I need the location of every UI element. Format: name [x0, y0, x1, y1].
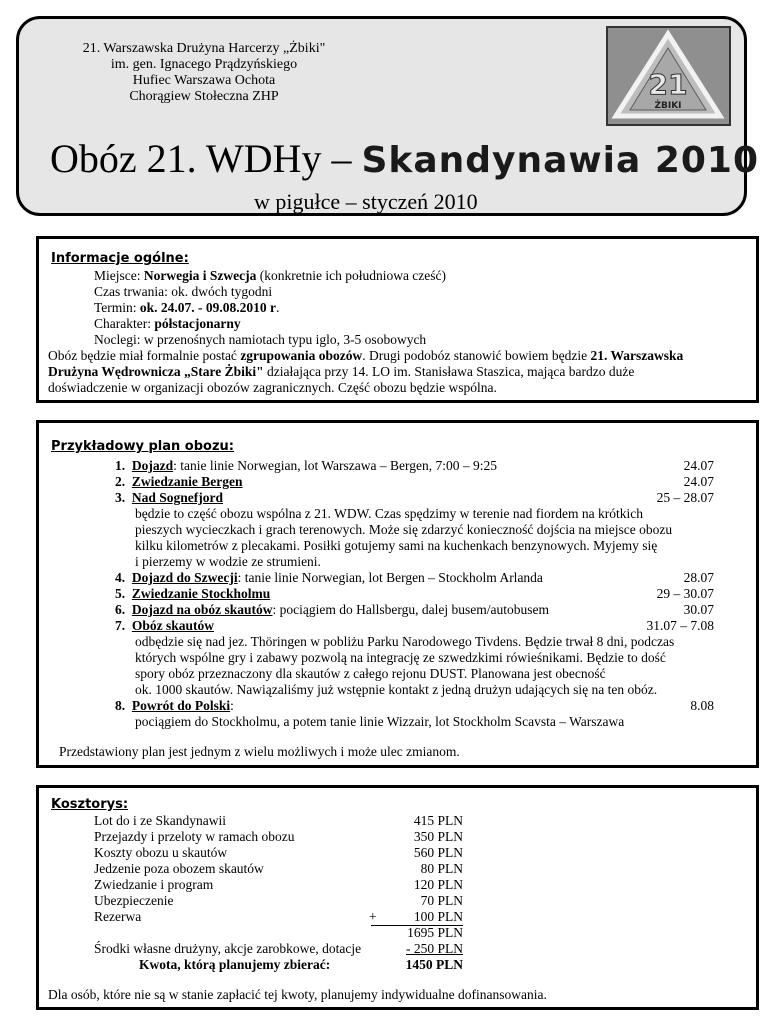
info-paragraph-line: Obóz będzie miał formalnie postać zgrupowania obozów. Drugi podobóz stanowić bowiem będzie 21. Warszawska	[48, 348, 684, 363]
camp-plan-section	[36, 420, 759, 768]
cost-row-amount: 560 PLN	[413, 845, 463, 860]
cost-row-amount: 100 PLN	[371, 909, 463, 926]
plan-item-description: i pierzemy w wodzie ze strumieni.	[135, 554, 321, 569]
own-funds-label: Środki własne drużyny, akcje zarobkowe, dotacje	[94, 941, 362, 956]
plan-item-date: 24.07	[683, 474, 714, 489]
plan-item: 6. Dojazd na obóz skautów: pociągiem do Hallsbergu, dalej busem/autobusem	[115, 602, 549, 617]
duration-line: Czas trwania: ok. dwóch tygodni	[94, 284, 273, 299]
cost-row-label: Lot do i ze Skandynawii	[94, 813, 226, 828]
plan-item-date: 28.07	[683, 570, 714, 585]
title-decorative: Skandynawia 2010	[361, 140, 760, 181]
plan-item-description: ok. 1000 skautów. Nawiązaliśmy już wstępnie kontakt z jedną drużyn udających się na ten obóz.	[135, 682, 658, 697]
plan-item: 4. Dojazd do Szwecji: tanie linie Norwegian, lot Bergen – Stockholm Arlanda	[115, 570, 543, 585]
cost-row-label: Zwiedzanie i program	[94, 877, 214, 892]
info-paragraph-line: Drużyna Wędrownicza „Stare Żbiki" działająca przy 14. LO im. Stanisława Staszica, mająca bardzo duże	[48, 364, 635, 379]
title-prefix: Obóz 21. WDHy –	[50, 136, 362, 181]
header-panel	[16, 16, 760, 216]
general-info-section	[36, 236, 759, 403]
total-label: Kwota, którą planujemy zbierać:	[139, 957, 331, 972]
logo-number: 21	[648, 68, 688, 101]
section-title: Informacje ogólne:	[51, 251, 189, 266]
plan-item-description: będzie to część obozu wspólna z 21. WDW. Czas spędzimy w terenie nad fiordem na krótkich	[135, 506, 643, 521]
place-line: Miejsce: Norwegia i Szwecja (konkretnie ich południowa cześć)	[94, 268, 447, 283]
plan-item-description: pieszych wycieczkach i grach terenowych. Może się zdarzyć konieczność dojścia na miejsce obozu	[135, 522, 673, 537]
cost-row-amount: 80 PLN	[420, 861, 463, 876]
plan-item-date: 24.07	[683, 458, 714, 473]
character-line: Charakter: półstacjonarny	[94, 316, 241, 331]
logo-text: ŻBIKI	[654, 101, 682, 111]
cost-row-amount: 70 PLN	[420, 893, 463, 908]
troop-logo	[606, 26, 731, 126]
plan-item-description: kilku kilometrów z plecakami. Posiłki gotujemy sami na kuchenkach benzynowych. Myjemy się	[135, 538, 658, 553]
org-line: Hufiec Warszawa Ochota	[132, 73, 276, 88]
plan-item-description: spory obóz przeznaczony dla skautów z całego rejonu DUST. Planowana jest obecność	[135, 666, 606, 681]
plan-item-date: 25 – 28.07	[656, 490, 714, 505]
org-line: im. gen. Ignacego Prądzyńskiego	[110, 57, 298, 72]
cost-row-amount: 350 PLN	[413, 829, 463, 844]
term-line: Termin: ok. 24.07. - 09.08.2010 r.	[94, 300, 280, 315]
plan-item: 1. Dojazd: tanie linie Norwegian, lot Warszawa – Bergen, 7:00 – 9:25	[115, 458, 497, 473]
section-title: Przykładowy plan obozu:	[51, 439, 234, 454]
plan-item: 8. Powrót do Polski:	[115, 698, 234, 713]
plan-item-date: 29 – 30.07	[656, 586, 714, 601]
cost-row-label: Rezerwa	[94, 909, 142, 924]
main-title	[50, 137, 759, 183]
plan-item: 2. Zwiedzanie Bergen	[115, 474, 243, 489]
plan-item-date: 31.07 – 7.08	[646, 618, 714, 633]
budget-footer-note: Dla osób, które nie są w stanie zapłacić tej kwoty, planujemy indywidualne dofinansowania.	[48, 987, 547, 1002]
cost-subtotal: 1695 PLN	[407, 925, 463, 940]
cost-row-label: Przejazdy i przeloty w ramach obozu	[94, 829, 295, 844]
org-line: 21. Warszawska Drużyna Harcerzy „Żbiki"	[82, 41, 326, 56]
budget-section	[36, 785, 759, 1010]
cost-row-label: Koszty obozu u skautów	[94, 845, 228, 860]
plan-item-description: pociągiem do Stockholmu, a potem tanie linie Wizzair, lot Stockholm Scavsta – Warszawa	[135, 714, 625, 729]
plan-item-description: których wspólne gry i zabawy pozwolą na integrację ze szwedzkimi rówieśnikami. Będzie to dość	[135, 650, 666, 665]
plan-note: Przedstawiony plan jest jednym z wielu możliwych i może ulec zmianom.	[59, 744, 460, 759]
total-amount: 1450 PLN	[405, 957, 463, 972]
org-line: Chorągiew Stołeczna ZHP	[129, 89, 279, 104]
subtitle: w pigułce – styczeń 2010	[254, 189, 478, 214]
own-funds-amount: - 250 PLN	[406, 941, 463, 956]
plan-item-date: 8.08	[690, 698, 714, 713]
plan-item-date: 30.07	[683, 602, 714, 617]
plus-sign: +	[369, 909, 377, 924]
accommodation-line: Noclegi: w przenośnych namiotach typu iglo, 3-5 osobowych	[94, 332, 427, 347]
plan-item: 7. Obóz skautów	[115, 618, 215, 633]
section-title: Kosztorys:	[51, 797, 129, 812]
info-paragraph-line: doświadczenie w organizacji obozów zagranicznych. Część obozu będzie wspólna.	[48, 380, 497, 395]
cost-row-amount: 415 PLN	[413, 813, 463, 828]
plan-item-description: odbędzie się nad jez. Thöringen w pobliżu Parku Narodowego Tivdens. Będzie trwał 8 dni, podczas	[135, 634, 675, 649]
cost-row-label: Ubezpieczenie	[94, 893, 174, 908]
organization-block	[39, 41, 369, 105]
cost-row-amount: 120 PLN	[413, 877, 463, 892]
cost-row-label: Jedzenie poza obozem skautów	[94, 861, 264, 876]
plan-item: 5. Zwiedzanie Stockholmu	[115, 586, 271, 601]
plan-item: 3. Nad Sognefjord	[115, 490, 224, 505]
